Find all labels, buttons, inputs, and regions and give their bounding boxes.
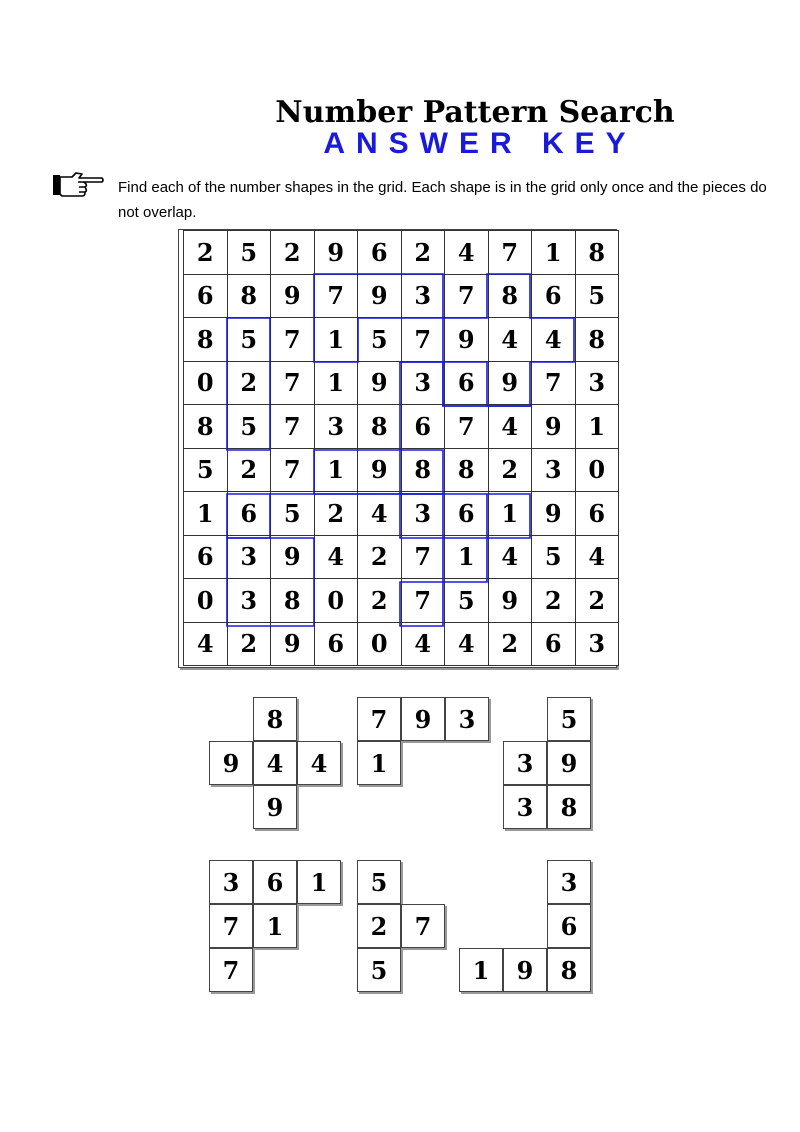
piece-cell: 1 <box>459 948 503 992</box>
grid-cell: 7 <box>488 230 533 275</box>
piece-cell: 1 <box>357 741 401 785</box>
piece-cell: 7 <box>401 904 445 948</box>
grid-cell: 6 <box>227 491 272 536</box>
grid-cell: 9 <box>488 361 533 406</box>
grid-cell: 5 <box>227 404 272 449</box>
grid-cell: 3 <box>227 535 272 580</box>
grid-cell: 3 <box>575 361 620 406</box>
grid-cell: 3 <box>401 274 446 319</box>
grid-cell: 0 <box>575 448 620 493</box>
grid-cell: 2 <box>183 230 228 275</box>
instructions-text: Find each of the number shapes in the grid. Each shape is in the grid only once and the pieces do not overlap. <box>118 179 767 221</box>
grid-cell: 1 <box>488 491 533 536</box>
grid-cell: 2 <box>488 622 533 667</box>
grid-cell: 4 <box>531 317 576 362</box>
grid-cell: 6 <box>401 404 446 449</box>
grid-cell: 0 <box>183 578 228 623</box>
grid-cell: 0 <box>314 578 359 623</box>
piece-cell: 3 <box>445 697 489 741</box>
grid-cell: 6 <box>183 535 228 580</box>
grid-cell: 7 <box>444 274 489 319</box>
grid-cell: 4 <box>314 535 359 580</box>
grid-cell: 2 <box>401 230 446 275</box>
piece-cell: 5 <box>357 948 401 992</box>
grid-cell: 2 <box>488 448 533 493</box>
grid-cell: 8 <box>270 578 315 623</box>
piece-cell: 2 <box>357 904 401 948</box>
piece-cell: 3 <box>209 860 253 904</box>
grid-cell: 1 <box>444 535 489 580</box>
grid-cell: 3 <box>401 361 446 406</box>
grid-cell: 5 <box>227 317 272 362</box>
grid-cell: 9 <box>488 578 533 623</box>
piece-cell: 5 <box>357 860 401 904</box>
grid-cell: 2 <box>227 361 272 406</box>
piece-cell: 9 <box>253 785 297 829</box>
piece-cell: 7 <box>209 948 253 992</box>
piece-cell: 1 <box>297 860 341 904</box>
grid-cell: 3 <box>314 404 359 449</box>
grid-cell: 9 <box>444 317 489 362</box>
grid-cell: 6 <box>531 622 576 667</box>
grid-cell: 9 <box>314 230 359 275</box>
piece-cell: 4 <box>297 741 341 785</box>
grid-cell: 2 <box>270 230 315 275</box>
grid-cell: 5 <box>227 230 272 275</box>
grid-cell: 8 <box>488 274 533 319</box>
grid-cell: 2 <box>531 578 576 623</box>
piece-cell: 6 <box>547 904 591 948</box>
piece-cell: 8 <box>253 697 297 741</box>
grid-cell: 8 <box>227 274 272 319</box>
grid-cell: 7 <box>270 361 315 406</box>
piece-cell: 1 <box>253 904 297 948</box>
grid-cell: 8 <box>575 230 620 275</box>
grid-cell: 9 <box>270 622 315 667</box>
grid-cell: 9 <box>270 274 315 319</box>
piece-cell: 3 <box>547 860 591 904</box>
grid-cell: 8 <box>401 448 446 493</box>
grid-cell: 9 <box>531 404 576 449</box>
grid-cell: 8 <box>444 448 489 493</box>
piece-cell: 6 <box>253 860 297 904</box>
grid-cell: 5 <box>183 448 228 493</box>
piece-cell: 9 <box>401 697 445 741</box>
grid-cell: 2 <box>575 578 620 623</box>
grid-cell: 9 <box>270 535 315 580</box>
grid-cell: 3 <box>531 448 576 493</box>
grid-cell: 9 <box>357 448 402 493</box>
grid-cell: 4 <box>183 622 228 667</box>
piece-cell: 5 <box>547 697 591 741</box>
grid-cell: 0 <box>357 622 402 667</box>
piece-cell: 9 <box>547 741 591 785</box>
grid-cell: 8 <box>357 404 402 449</box>
grid-cell: 7 <box>531 361 576 406</box>
grid-cell: 4 <box>488 535 533 580</box>
piece-cell: 8 <box>547 948 591 992</box>
grid-cell: 3 <box>227 578 272 623</box>
grid-cell: 6 <box>531 274 576 319</box>
grid-cell: 6 <box>444 361 489 406</box>
piece-cell: 3 <box>503 741 547 785</box>
grid-cell: 9 <box>357 361 402 406</box>
grid-cell: 4 <box>575 535 620 580</box>
grid-cell: 4 <box>401 622 446 667</box>
grid-cell: 1 <box>575 404 620 449</box>
grid-cell: 1 <box>531 230 576 275</box>
page-title: Number Pattern Search <box>275 95 675 130</box>
piece-cell: 9 <box>209 741 253 785</box>
piece-cell: 9 <box>503 948 547 992</box>
piece-cell: 8 <box>547 785 591 829</box>
grid-cell: 9 <box>357 274 402 319</box>
grid-cell: 6 <box>357 230 402 275</box>
grid-cell: 1 <box>183 491 228 536</box>
grid-cell: 7 <box>401 578 446 623</box>
grid-cell: 2 <box>314 491 359 536</box>
grid-cell: 2 <box>357 535 402 580</box>
grid-cell: 0 <box>183 361 228 406</box>
grid-cell: 3 <box>401 491 446 536</box>
grid-cell: 7 <box>401 317 446 362</box>
grid-cell: 1 <box>314 448 359 493</box>
pointing-hand-icon <box>52 171 104 197</box>
grid-cell: 3 <box>575 622 620 667</box>
grid-cell: 6 <box>575 491 620 536</box>
grid-cell: 4 <box>444 230 489 275</box>
grid-cell: 6 <box>314 622 359 667</box>
grid-cell: 5 <box>270 491 315 536</box>
grid-cell: 6 <box>183 274 228 319</box>
piece-cell: 7 <box>357 697 401 741</box>
grid-cell: 7 <box>270 404 315 449</box>
grid-cell: 4 <box>488 404 533 449</box>
piece-cell: 3 <box>503 785 547 829</box>
grid-cell: 7 <box>270 317 315 362</box>
grid-cell: 4 <box>357 491 402 536</box>
grid-cell: 8 <box>575 317 620 362</box>
grid-cell: 8 <box>183 317 228 362</box>
grid-cell: 7 <box>270 448 315 493</box>
grid-cell: 4 <box>488 317 533 362</box>
grid-cell: 2 <box>227 448 272 493</box>
piece-cell: 7 <box>209 904 253 948</box>
grid-cell: 2 <box>227 622 272 667</box>
grid-cell: 7 <box>401 535 446 580</box>
grid-cell: 5 <box>575 274 620 319</box>
grid-cell: 2 <box>357 578 402 623</box>
grid-cell: 1 <box>314 361 359 406</box>
answer-key-subtitle: ANSWER KEY <box>323 127 637 160</box>
grid-cell: 5 <box>444 578 489 623</box>
grid-cell: 5 <box>531 535 576 580</box>
grid-cell: 9 <box>531 491 576 536</box>
piece-cell: 4 <box>253 741 297 785</box>
grid-cell: 5 <box>357 317 402 362</box>
grid-cell: 1 <box>314 317 359 362</box>
grid-cell: 8 <box>183 404 228 449</box>
grid-cell: 4 <box>444 622 489 667</box>
grid-cell: 7 <box>314 274 359 319</box>
grid-cell: 6 <box>444 491 489 536</box>
grid-cell: 7 <box>444 404 489 449</box>
